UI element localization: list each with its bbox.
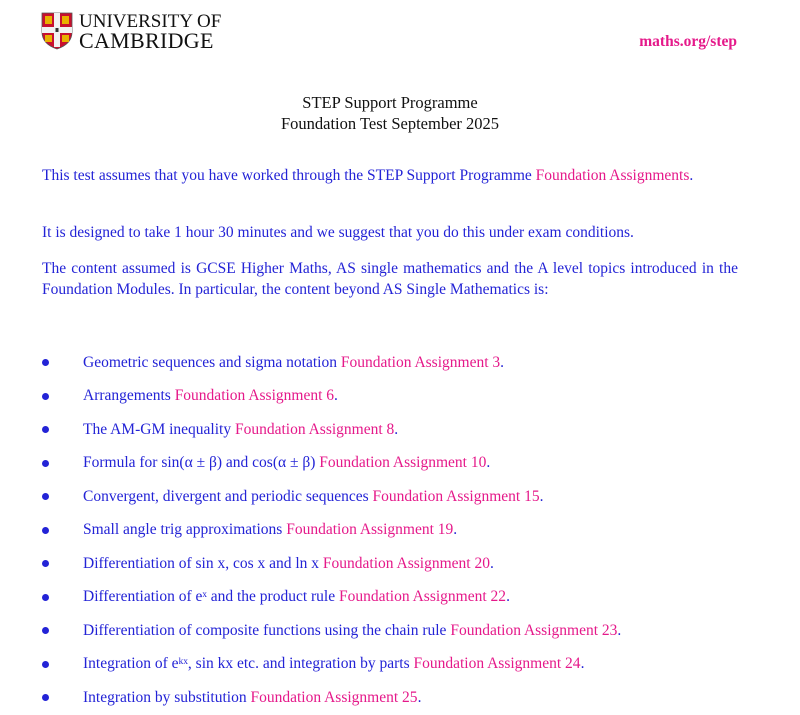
list-item: Differentiation of sin x, cos x and ln x Foundation Assignment 20 . — [42, 547, 762, 581]
bullet-icon — [42, 694, 49, 701]
list-item: Convergent, divergent and periodic sequences Foundation Assignment 15 . — [42, 480, 762, 514]
intro-paragraph-2: It is designed to take 1 hour 30 minutes and we suggest that you do this under exam conditions. — [42, 224, 634, 241]
bullet-icon — [42, 560, 49, 567]
topic-text: Differentiation of composite functions using the chain rule — [83, 621, 447, 639]
logo-line-1: UNIVERSITY OF — [79, 11, 222, 32]
bullet-icon — [42, 627, 49, 634]
bullet-icon — [42, 359, 49, 366]
bullet-icon — [42, 393, 49, 400]
topic-text: Differentiation of sin x, cos x and ln x — [83, 554, 320, 572]
bullet-icon — [42, 460, 49, 467]
topic-text: Small angle trig approximations — [83, 521, 283, 539]
topic-text: Integration of eᵏˣ, sin kx etc. and integration by parts — [83, 655, 410, 673]
intro-text: This test assumes that you have worked through the STEP Support Programme — [42, 167, 536, 184]
assignment-link[interactable]: Foundation Assignment 3 — [340, 353, 501, 371]
list-item: Differentiation of eˣ and the product rule Foundation Assignment 22 . — [42, 581, 762, 615]
bullet-icon — [42, 661, 49, 668]
cambridge-crest-icon — [41, 12, 73, 50]
topic-text: Arrangements — [83, 387, 171, 405]
assignment-link[interactable]: Foundation Assignment 10 — [319, 454, 487, 472]
list-item: The AM-GM inequality Foundation Assignment 8 . — [42, 413, 762, 447]
list-item: Geometric sequences and sigma notation Foundation Assignment 3 . — [42, 346, 762, 380]
assignment-link[interactable]: Foundation Assignment 22 — [338, 588, 507, 606]
list-item: Arrangements Foundation Assignment 6 . — [42, 380, 762, 414]
logo-line-2: CAMBRIDGE — [79, 28, 214, 53]
list-item: Small angle trig approximations Foundation Assignment 19 . — [42, 514, 762, 548]
page-title — [0, 92, 780, 134]
foundation-assignments-link[interactable]: Foundation Assignments — [535, 167, 690, 184]
topic-text: Integration by substitution — [83, 688, 247, 706]
topic-text: Differentiation of eˣ and the product rule — [83, 588, 336, 606]
assignment-link[interactable]: Foundation Assignment 19 — [286, 521, 454, 539]
title-line-2: Foundation Test September 2025 — [280, 114, 500, 133]
assignment-link[interactable]: Foundation Assignment 20 — [322, 554, 490, 572]
assignment-link[interactable]: Foundation Assignment 15 — [372, 487, 540, 505]
topic-text: Formula for sin(α ± β) and cos(α ± β) — [83, 454, 316, 472]
intro-paragraph-3: The content assumed is GCSE Higher Maths, AS single mathematics and the A level topics introduced in the Foundation Modules. In particular, the content beyond AS Single Mathematics is: — [42, 260, 738, 298]
bullet-icon — [42, 594, 49, 601]
assignment-link[interactable]: Foundation Assignment 23 — [450, 621, 618, 639]
title-line-1: STEP Support Programme — [302, 93, 478, 112]
bullet-icon — [42, 493, 49, 500]
assignment-link[interactable]: Foundation Assignment 24 — [413, 655, 581, 673]
bullet-icon — [42, 527, 49, 534]
list-item: Integration by substitution Foundation Assignment 25 . — [42, 681, 762, 715]
topic-text: Convergent, divergent and periodic sequences — [83, 487, 369, 505]
period: . — [689, 167, 694, 184]
topic-text: Geometric sequences and sigma notation — [83, 353, 337, 371]
list-item: Differentiation of composite functions using the chain rule Foundation Assignment 23 . — [42, 614, 762, 648]
bullet-icon — [42, 426, 49, 433]
topics-list — [42, 346, 762, 715]
intro-paragraph-1 — [42, 165, 738, 186]
list-item: Integration of eᵏˣ, sin kx etc. and integration by parts Foundation Assignment 24 . — [42, 648, 762, 682]
assignment-link[interactable]: Foundation Assignment 6 — [174, 387, 335, 405]
site-link[interactable]: maths.org/step — [639, 33, 737, 50]
topic-text: The AM-GM inequality — [83, 420, 232, 438]
assignment-link[interactable]: Foundation Assignment 25 — [250, 688, 418, 706]
university-logo — [41, 11, 222, 53]
list-item: Formula for sin(α ± β) and cos(α ± β) Foundation Assignment 10 . — [42, 447, 762, 481]
assignment-link[interactable]: Foundation Assignment 8 — [234, 420, 395, 438]
